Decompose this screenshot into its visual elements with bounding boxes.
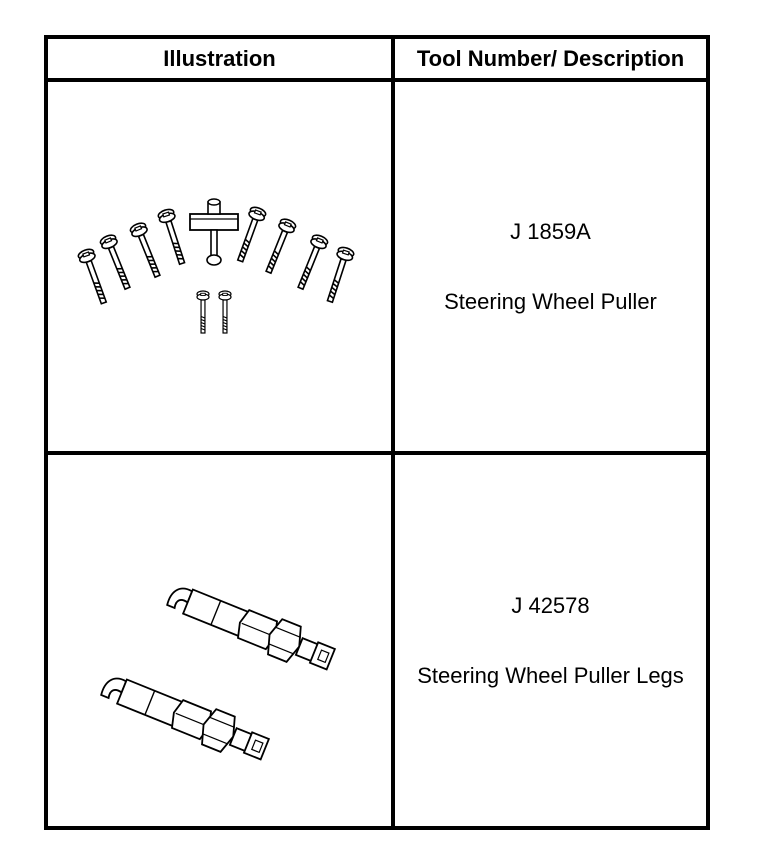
header-illustration: Illustration bbox=[163, 45, 276, 71]
illustration-cell-puller bbox=[48, 82, 391, 451]
tool-number: J 42578 bbox=[511, 592, 590, 618]
puller-yoke bbox=[190, 199, 238, 265]
header-tool-description: Tool Number/ Description bbox=[416, 45, 685, 71]
tool-number: J 1859A bbox=[510, 218, 591, 244]
illustration-cell-legs bbox=[48, 455, 391, 826]
tool-table bbox=[44, 35, 710, 830]
steering-wheel-puller-kit-icon bbox=[48, 82, 391, 451]
tool-description: Steering Wheel Puller bbox=[444, 288, 657, 314]
description-cell-puller bbox=[395, 82, 706, 451]
puller-legs-icon bbox=[48, 455, 391, 826]
description-cell-legs bbox=[395, 455, 706, 826]
tool-description: Steering Wheel Puller Legs bbox=[417, 662, 684, 688]
